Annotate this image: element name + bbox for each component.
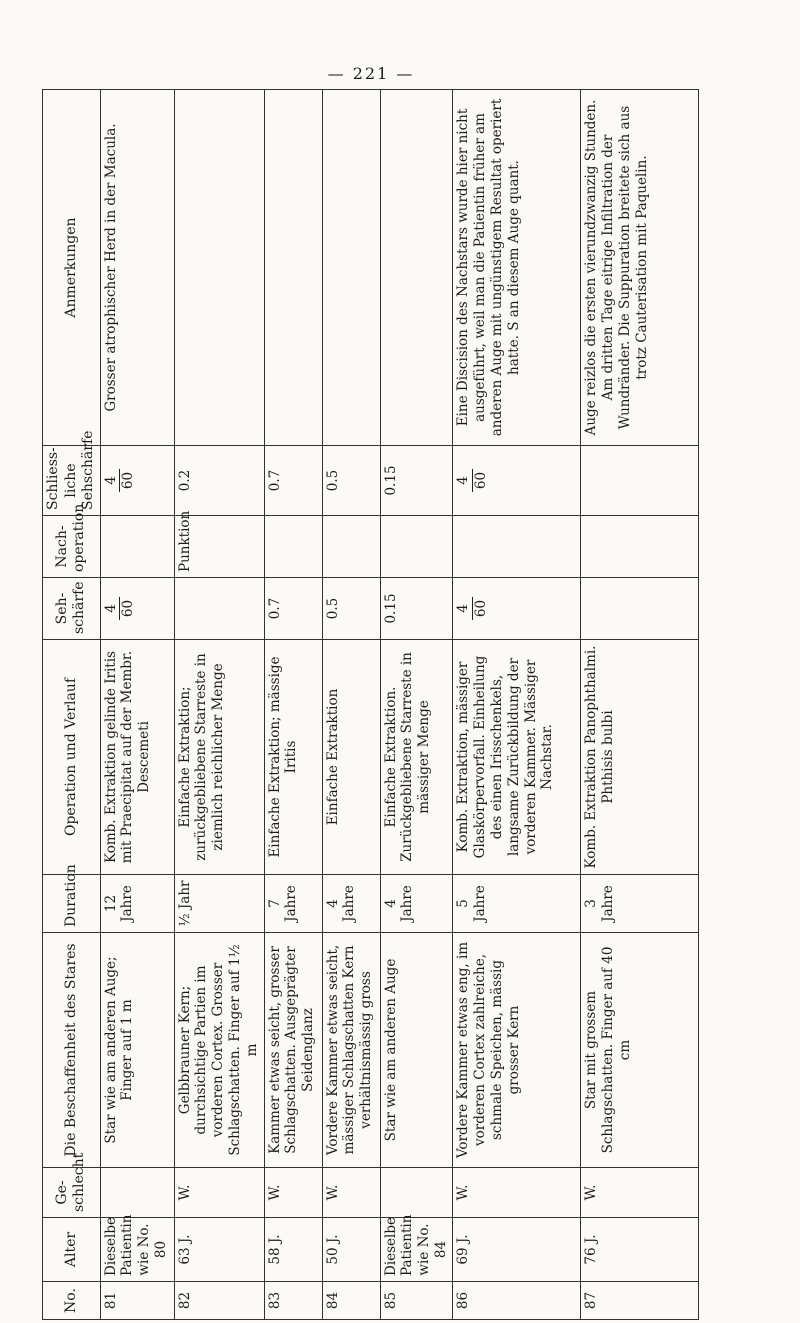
cell-operation: Komb. Extraktion Panophthalmi. Phthisis bulbi — [581, 640, 699, 875]
cell-geschlecht: W. — [453, 1168, 581, 1218]
cell-nachoperation — [380, 516, 453, 578]
cell-sehschaerfe — [100, 578, 174, 640]
header-nachoperation: Nach-operation — [43, 516, 101, 578]
cell-anmerkungen — [174, 90, 264, 446]
cell-beschaffenheit: Vordere Kammer etwas eng, im vorderen Cortex zahlreiche, schmale Speichen, mässig grosser Kern — [453, 933, 581, 1168]
header-duration: Duration — [43, 875, 101, 933]
cell-schliessliche — [453, 446, 581, 516]
cell-schliessliche: 0.2 — [174, 446, 264, 516]
table-row — [453, 90, 581, 1320]
table-row — [174, 90, 264, 1320]
header-alter: Alter — [43, 1218, 101, 1282]
header-schliessliche: Schliess-liche Sehschärfe — [43, 446, 101, 516]
header-row — [43, 90, 101, 1320]
table-row — [380, 90, 453, 1320]
fraction-denominator: 60 — [120, 599, 137, 618]
cell-alter: 58 J. — [264, 1218, 322, 1282]
cell-geschlecht — [380, 1168, 453, 1218]
cell-duration: 4 Jahre — [322, 875, 380, 933]
cell-nachoperation — [581, 516, 699, 578]
fraction-numerator: 4 — [103, 469, 121, 492]
cell-nachoperation — [453, 516, 581, 578]
cell-alter: 69 J. — [453, 1218, 581, 1282]
table-row — [581, 90, 699, 1320]
cell-geschlecht: W. — [174, 1168, 264, 1218]
cell-alter: 50 J. — [322, 1218, 380, 1282]
cell-anmerkungen — [322, 90, 380, 446]
fraction-denominator: 60 — [472, 471, 489, 490]
cell-sehschaerfe: 0.7 — [264, 578, 322, 640]
cell-duration: 4 Jahre — [380, 875, 453, 933]
cell-geschlecht: W. — [581, 1168, 699, 1218]
header-anmerkungen: Anmerkungen — [43, 90, 101, 446]
sehschaerfe-fraction — [103, 597, 138, 620]
cell-geschlecht: W. — [322, 1168, 380, 1218]
sehschaerfe-fraction — [455, 597, 490, 620]
cell-beschaffenheit: Kammer etwas seicht, grosser Schlagschatten. Ausgeprägter Seidenglanz — [264, 933, 322, 1168]
header-beschaffenheit: Die Beschaffenheit des Stares — [43, 933, 101, 1168]
table-wrapper — [42, 90, 697, 1320]
cell-operation: Einfache Extraktion. Zurückgebliebene Starreste in mässiger Menge — [380, 640, 453, 875]
case-table — [42, 89, 699, 1320]
fraction-numerator: 4 — [455, 597, 473, 620]
cell-no: 84 — [322, 1282, 380, 1320]
cell-sehschaerfe: 0.15 — [380, 578, 453, 640]
cell-operation: Einfache Extraktion; zurückgebliebene Starreste in ziemlich reichlicher Menge — [174, 640, 264, 875]
cell-nachoperation: Punktion — [174, 516, 264, 578]
cell-sehschaerfe — [581, 578, 699, 640]
cell-duration: ½ Jahr — [174, 875, 264, 933]
cell-alter: 63 J. — [174, 1218, 264, 1282]
cell-beschaffenheit: Star wie am anderen Auge — [380, 933, 453, 1168]
cell-duration: 12 Jahre — [100, 875, 174, 933]
cell-duration: 5 Jahre — [453, 875, 581, 933]
schliessliche-fraction — [103, 469, 138, 492]
cell-operation: Komb. Extraktion, mässiger Glaskörpervorfall. Einheilung des einen Irisschenkels, langsame Zurückbildung der vorderen Kammer. Mässiger Nachstar. — [453, 640, 581, 875]
cell-no: 81 — [100, 1282, 174, 1320]
cell-no: 82 — [174, 1282, 264, 1320]
cell-anmerkungen: Grosser atrophischer Herd in der Macula. — [100, 90, 174, 446]
fraction-numerator: 4 — [103, 597, 121, 620]
cell-anmerkungen: Auge reizlos die ersten vierundzwanzig Stunden. Am dritten Tage eitrige Infiltration der Wundränder. Die Suppuration breitete sich aus trotz Cauterisation mit Paquelin. — [581, 90, 699, 446]
cell-alter: Dieselbe Patientin wie No. 84 — [380, 1218, 453, 1282]
table-row — [100, 90, 174, 1320]
cell-duration: 3 Jahre — [581, 875, 699, 933]
cell-anmerkungen — [264, 90, 322, 446]
cell-no: 86 — [453, 1282, 581, 1320]
cell-schliessliche — [100, 446, 174, 516]
fraction-denominator: 60 — [472, 599, 489, 618]
fraction-denominator: 60 — [120, 471, 137, 490]
cell-sehschaerfe: 0.5 — [322, 578, 380, 640]
cell-geschlecht: W. — [264, 1168, 322, 1218]
cell-beschaffenheit: Gelbbrauner Kern; durchsichtige Partien im vorderen Cortex. Grosser Schlagschatten. Finger auf 1½ m — [174, 933, 264, 1168]
page-number: — 221 — — [327, 64, 415, 83]
cell-no: 85 — [380, 1282, 453, 1320]
cell-schliessliche — [581, 446, 699, 516]
cell-nachoperation — [264, 516, 322, 578]
cell-geschlecht — [100, 1168, 174, 1218]
cell-schliessliche: 0.15 — [380, 446, 453, 516]
cell-nachoperation — [100, 516, 174, 578]
cell-schliessliche: 0.5 — [322, 446, 380, 516]
cell-schliessliche: 0.7 — [264, 446, 322, 516]
table-row — [322, 90, 380, 1320]
cell-alter: Dieselbe Patientin wie No. 80 — [100, 1218, 174, 1282]
cell-no: 83 — [264, 1282, 322, 1320]
cell-sehschaerfe — [174, 578, 264, 640]
cell-sehschaerfe — [453, 578, 581, 640]
cell-anmerkungen: Eine Discision des Nachstars wurde hier nicht ausgeführt, weil man die Patientin früher am anderen Auge mit ungünstigem Resultat operiert hatte. S an diesem Auge quant. — [453, 90, 581, 446]
cell-operation: Einfache Extraktion; mässige Iritis — [264, 640, 322, 875]
cell-operation: Komb. Extraktion gelinde Iritis mit Praecipitat auf der Membr. Descemeti — [100, 640, 174, 875]
cell-beschaffenheit: Star wie am anderen Auge; Finger auf 1 m — [100, 933, 174, 1168]
cell-alter: 76 J. — [581, 1218, 699, 1282]
header-no: No. — [43, 1282, 101, 1320]
fraction-numerator: 4 — [455, 469, 473, 492]
table-row — [264, 90, 322, 1320]
cell-beschaffenheit: Vordere Kammer etwas seicht, mässiger Schlagschatten Kern verhältnismässig gross — [322, 933, 380, 1168]
header-sehschaerfe: Seh-schärfe — [43, 578, 101, 640]
cell-duration: 7 Jahre — [264, 875, 322, 933]
schliessliche-fraction — [455, 469, 490, 492]
cell-operation: Einfache Extraktion — [322, 640, 380, 875]
header-geschlecht: Ge-schlecht — [43, 1168, 101, 1218]
cell-beschaffenheit: Star mit grossem Schlagschatten. Finger auf 40 cm — [581, 933, 699, 1168]
cell-anmerkungen — [380, 90, 453, 446]
header-operation: Operation und Verlauf — [43, 640, 101, 875]
cell-nachoperation — [322, 516, 380, 578]
cell-no: 87 — [581, 1282, 699, 1320]
